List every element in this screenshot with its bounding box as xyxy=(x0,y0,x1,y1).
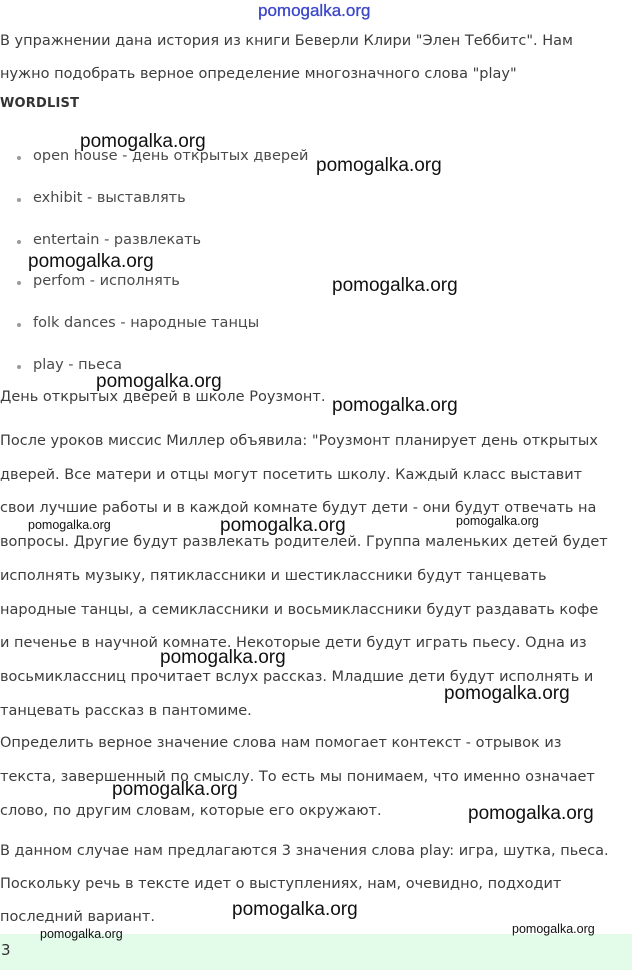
story-line: дверей. Все матери и отцы могут посетить школу. Каждый класс выставит xyxy=(0,466,583,483)
bullet-icon xyxy=(17,198,21,202)
conclusion-line: В данном случае нам предлагаются 3 значения слова play: игра, шутка, пьеса. xyxy=(0,843,609,859)
site-header-watermark: pomogalka.org xyxy=(258,1,371,20)
watermark: pomogalka.org xyxy=(332,275,458,296)
bullet-icon xyxy=(17,281,21,285)
watermark: pomogalka.org xyxy=(456,514,539,528)
intro-line: нужно подобрать верное определение многозначного слова "play" xyxy=(0,66,517,82)
watermark: pomogalka.org xyxy=(40,927,123,941)
wordlist-heading: WORDLIST xyxy=(0,96,80,111)
story-line: и печенье в научной комнате. Некоторые дети будут играть пьесу. Одна из xyxy=(0,635,587,652)
bullet-icon xyxy=(17,365,21,369)
story-line: исполнять музыку, пятиклассники и шестиклассники будут танцевать xyxy=(0,567,547,584)
bullet-icon xyxy=(17,323,21,327)
bullet-icon xyxy=(17,156,21,160)
watermark: pomogalka.org xyxy=(80,131,206,152)
watermark: pomogalka.org xyxy=(316,155,442,176)
context-line: слово, по другим словам, которые его окружают. xyxy=(0,803,382,819)
intro-line: В упражнении дана история из книги Беверли Клири "Элен Теббитс". Нам xyxy=(0,33,573,49)
watermark: pomogalka.org xyxy=(444,683,570,704)
watermark: pomogalka.org xyxy=(28,518,111,532)
story-line: вопросы. Другие будут развлекать родителей. Группа маленьких детей будет xyxy=(0,534,608,551)
bullet-icon xyxy=(17,240,21,244)
conclusion-line: Поскольку речь в тексте идет о выступлениях, нам, очевидно, подходит xyxy=(0,876,562,892)
watermark: pomogalka.org xyxy=(468,803,594,824)
conclusion-line: последний вариант. xyxy=(0,909,155,925)
story-line: После уроков миссис Миллер объявила: "Роузмонт планирует день открытых xyxy=(0,433,598,449)
answer-value: 3 xyxy=(1,941,11,959)
watermark: pomogalka.org xyxy=(160,647,286,668)
watermark: pomogalka.org xyxy=(96,371,222,392)
watermark: pomogalka.org xyxy=(512,922,595,936)
story-line: танцевать рассказ в пантомиме. xyxy=(0,702,252,719)
watermark: pomogalka.org xyxy=(112,779,238,800)
watermark: pomogalka.org xyxy=(332,395,458,416)
story-line: свои лучшие работы и в каждой комнате будут дети - они будут отвечать на xyxy=(0,500,597,517)
story-title: День открытых дверей в школе Роузмонт. xyxy=(0,389,326,405)
watermark: pomogalka.org xyxy=(232,899,358,920)
story-line: восьмиклассниц прочитает вслух рассказ. Младшие дети будут исполнять и xyxy=(0,668,594,685)
watermark: pomogalka.org xyxy=(220,515,346,536)
intro-paragraph xyxy=(0,25,632,91)
watermark: pomogalka.org xyxy=(28,251,154,272)
context-line: текста, завершенный по смыслу. То есть мы понимаем, что именно означает xyxy=(0,769,595,785)
context-line: Определить верное значение слова нам помогает контекст - отрывок из xyxy=(0,735,562,751)
story-line: народные танцы, а семиклассники и восьмиклассники будут раздавать кофе xyxy=(0,601,599,618)
